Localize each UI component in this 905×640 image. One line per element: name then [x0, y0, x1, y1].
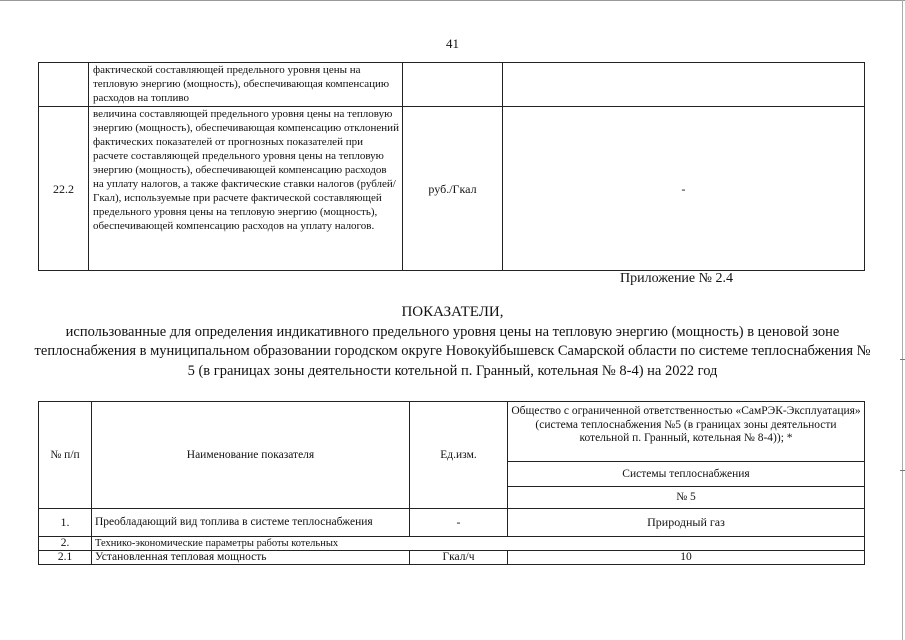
row-number: 22.2 — [39, 107, 89, 271]
header-number: № п/п — [39, 402, 92, 509]
table-header-row — [39, 402, 865, 462]
header-system-number: № 5 — [508, 487, 865, 509]
appendix-label: Приложение № 2.4 — [620, 271, 733, 286]
table-row — [39, 509, 865, 537]
table-row — [39, 537, 865, 551]
edge-tick-mark — [900, 470, 905, 471]
table-row — [39, 551, 865, 565]
continued-table — [38, 62, 865, 271]
row-name: Технико-экономические параметры работы котельных — [92, 537, 865, 551]
heading-subtitle: использованные для определения индикативного предельного уровня цены на тепловую энергию (мощность) в ценовой зоне теплоснабжения в муниципальном образовании городском округе Новокуйбышевск Самарской области по системе теплоснабжения № 5 (в границах зоны деятельности котельной п. Гранный, котельная № 8-4) на 2022 год — [34, 323, 871, 379]
row-value — [503, 63, 865, 107]
row-unit: руб./Гкал — [403, 107, 503, 271]
row-value: Природный газ — [508, 509, 865, 537]
row-value: 10 — [508, 551, 865, 565]
indicators-table — [38, 401, 865, 565]
row-number — [39, 63, 89, 107]
document-heading — [30, 303, 875, 381]
row-unit — [403, 63, 503, 107]
row-name: Преобладающий вид топлива в системе теплоснабжения — [92, 509, 410, 537]
row-unit: - — [410, 509, 508, 537]
table-row — [39, 63, 865, 107]
row-number: 2.1 — [39, 551, 92, 565]
header-systems: Системы теплоснабжения — [508, 462, 865, 487]
row-description: фактической составляющей предельного уровня цены на тепловую энергию (мощность), обеспечивающая компенсацию расходов на топливо — [89, 63, 403, 107]
row-unit: Гкал/ч — [410, 551, 508, 565]
row-number: 1. — [39, 509, 92, 537]
header-organization: Общество с ограниченной ответственностью «СамРЭК-Эксплуатация» (система теплоснабжения №5 (в границах зоны деятельности котельной п. Гранный, котельная № 8-4)); * — [508, 402, 865, 462]
row-value: - — [503, 107, 865, 271]
table-row — [39, 107, 865, 271]
edge-tick-mark — [900, 359, 905, 360]
page-edge-top — [0, 0, 905, 1]
heading-title: ПОКАЗАТЕЛИ, — [401, 304, 504, 320]
header-name: Наименование показателя — [92, 402, 410, 509]
row-number: 2. — [39, 537, 92, 551]
header-unit: Ед.изм. — [410, 402, 508, 509]
page-number: 41 — [446, 36, 459, 51]
page-edge-right — [902, 0, 903, 640]
row-description: величина составляющей предельного уровня цены на тепловую энергию (мощность), обеспечивающая компенсацию отклонений фактических показателей от прогнозных показателей при расчете составляющей предельного уровня цены на тепловую энергию (мощность), обеспечивающей компенсацию расходов на уплату налогов, а также фактические ставки налогов (рублей/Гкал), используемые при расчете фактической составляющей предельного уровня цены на тепловую энергию (мощность), обеспечивающей компенсацию расходов на уплату налогов. — [89, 107, 403, 271]
row-name: Установленная тепловая мощность — [92, 551, 410, 565]
